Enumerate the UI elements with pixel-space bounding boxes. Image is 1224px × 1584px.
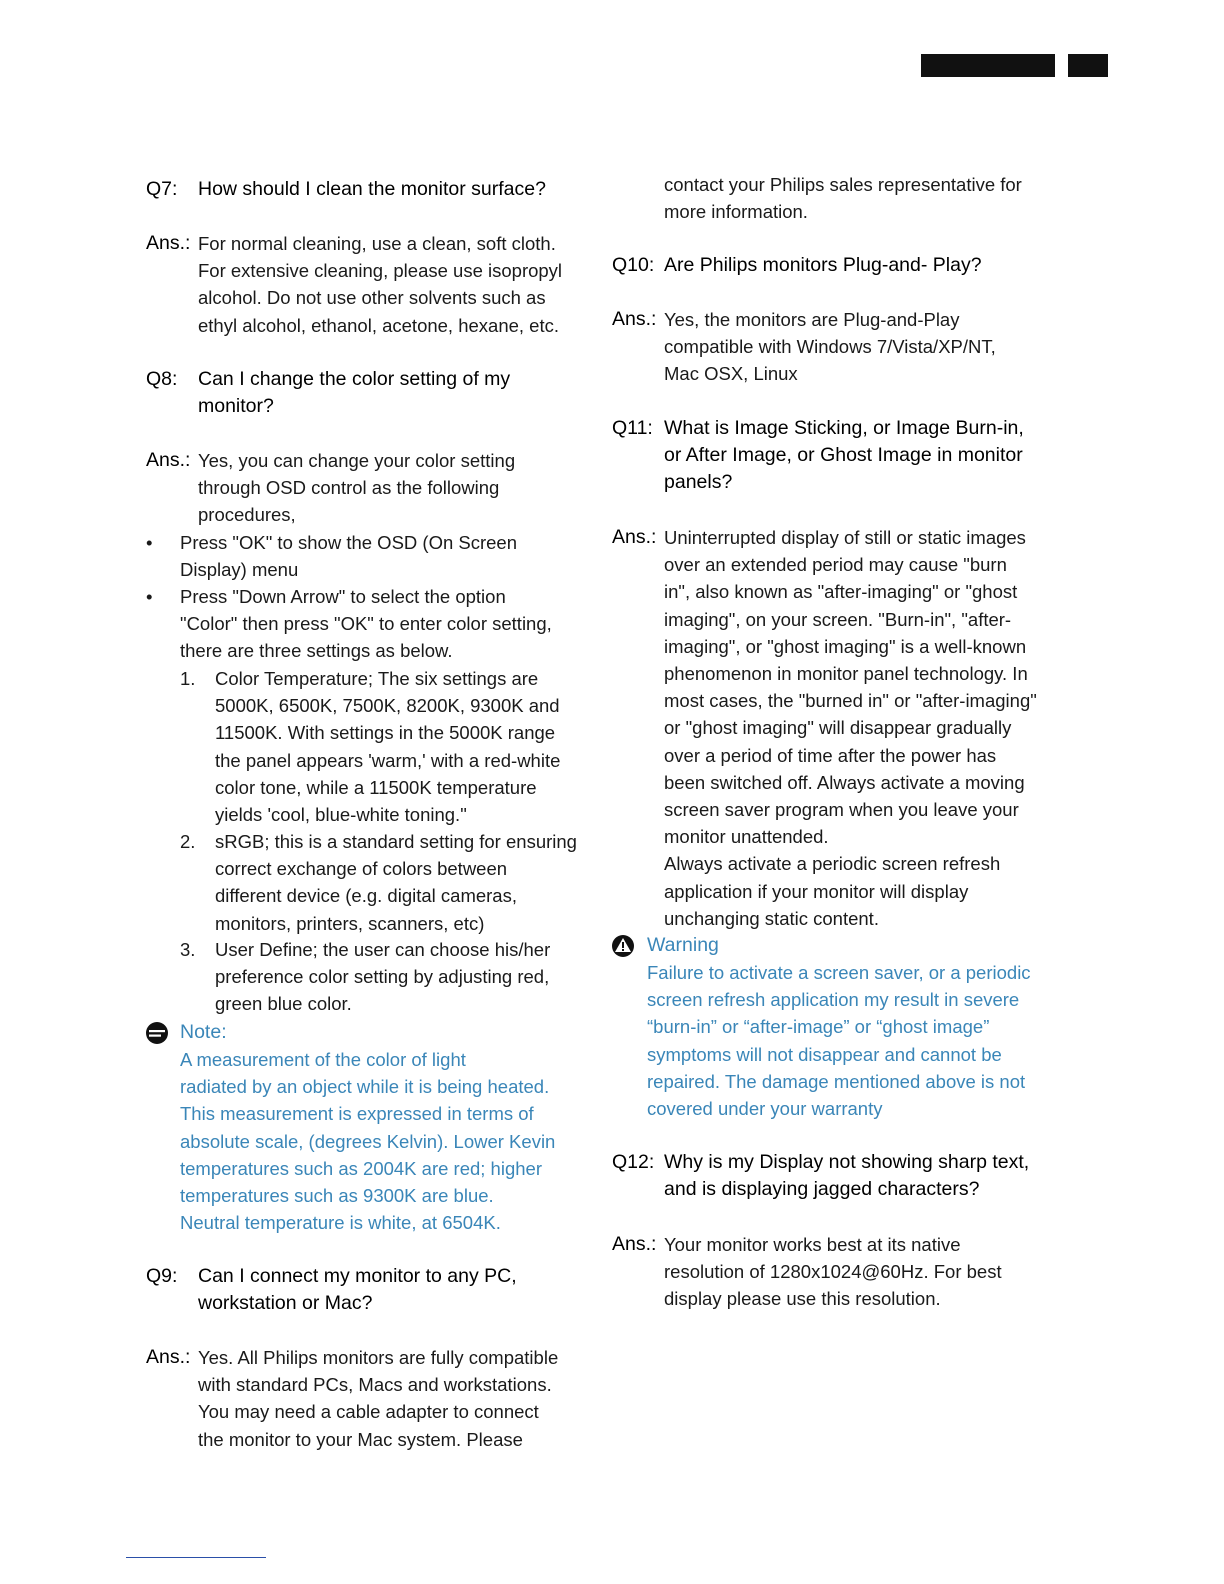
text-line: Your monitor works best at its native	[664, 1234, 961, 1255]
q9-label: Q9:	[146, 1265, 178, 1287]
text-line: monitor?	[198, 395, 274, 418]
q11-question	[664, 415, 1024, 497]
text-line: imaging", or "ghost imaging" is a well-known	[664, 635, 1027, 657]
a8-answer	[198, 447, 515, 529]
q12-label: Q12:	[612, 1151, 655, 1173]
numbered-item	[215, 665, 560, 828]
text-line: Can I change the color setting of my	[198, 368, 511, 390]
text-line: or "ghost imaging" will disappear gradually	[664, 717, 1012, 739]
text-line: correct exchange of colors between	[215, 858, 508, 880]
text-line: How should I clean the monitor surface?	[198, 178, 546, 200]
text-line: over an extended period may cause "burn	[664, 554, 1007, 576]
text-line: Why is my Display not showing sharp text,	[664, 1151, 1030, 1173]
text-line: For normal cleaning, use a clean, soft cloth.	[198, 233, 556, 254]
q7-question	[198, 176, 546, 203]
note-title: Note:	[180, 1021, 227, 1043]
text-line: Yes, you can change your color setting	[198, 450, 516, 471]
text-line: there are three settings as below.	[180, 640, 453, 662]
text-line: Neutral temperature is white, at 6504K.	[180, 1212, 501, 1234]
q7-label: Q7:	[146, 178, 178, 200]
note-icon	[146, 1022, 168, 1044]
q11-label: Q11:	[612, 417, 653, 439]
text-line: procedures,	[198, 504, 296, 526]
text-line: Always activate a periodic screen refresh	[664, 853, 1001, 875]
text-line: monitors, printers, scanners, etc)	[215, 912, 485, 934]
text-line: temperatures such as 9300K are blue.	[180, 1185, 494, 1207]
text-line: What is Image Sticking, or Image Burn-in,	[664, 417, 1024, 439]
text-line: sRGB; this is a standard setting for ensuring	[215, 831, 577, 852]
text-line: radiated by an object while it is being heated.	[180, 1076, 550, 1098]
text-line: green blue color.	[215, 993, 352, 1015]
text-line: “burn-in” or “after-image” or “ghost image”	[647, 1016, 990, 1038]
text-line: with standard PCs, Macs and workstations.	[198, 1374, 552, 1396]
number-marker: 2.	[180, 831, 196, 852]
bullet-marker: •	[146, 532, 153, 553]
a9-answer	[198, 1344, 558, 1453]
text-line: imaging", on your screen. "Burn-in", "after-	[664, 608, 1012, 630]
bullet-item	[180, 529, 517, 583]
note-text	[180, 1046, 555, 1236]
text-line: This measurement is expressed in terms of	[180, 1103, 534, 1125]
text-line: unchanging static content.	[664, 907, 879, 929]
text-line: screen saver program when you leave your	[664, 799, 1019, 821]
text-line: in", also known as "after-imaging" or "ghost	[664, 581, 1018, 603]
text-line: the monitor to your Mac system. Please	[198, 1428, 523, 1450]
text-line: color tone, while a 11500K temperature	[215, 776, 537, 798]
a7-label: Ans.:	[146, 232, 191, 254]
text-line: For extensive cleaning, please use isopropyl	[198, 260, 563, 282]
text-line: Uninterrupted display of still or static images	[664, 527, 1026, 548]
warning-icon	[612, 935, 634, 957]
text-line: Press "Down Arrow" to select the option	[180, 586, 506, 607]
q12-question	[664, 1149, 1029, 1203]
a8-label: Ans.:	[146, 449, 191, 471]
numbered-item	[215, 828, 577, 937]
text-line: over a period of time after the power has	[664, 744, 997, 766]
text-line: through OSD control as the following	[198, 477, 500, 499]
q10-label: Q10:	[612, 254, 655, 276]
text-line: You may need a cable adapter to connect	[198, 1401, 539, 1423]
a12-answer	[664, 1231, 1002, 1313]
bullet-item	[180, 583, 552, 665]
text-line: and is displaying jagged characters?	[664, 1178, 980, 1201]
text-line: 11500K. With settings in the 5000K range	[215, 722, 556, 744]
text-line: Can I connect my monitor to any PC,	[198, 1265, 517, 1287]
text-line: Press "OK" to show the OSD (On Screen	[180, 532, 518, 553]
numbered-item	[215, 936, 550, 1018]
q8-label: Q8:	[146, 368, 178, 390]
text-line: been switched off. Always activate a moving	[664, 771, 1025, 793]
text-line: alcohol. Do not use other solvents such as	[198, 287, 546, 309]
text-line: Display) menu	[180, 559, 299, 581]
q10-question	[664, 252, 982, 279]
text-line: panels?	[664, 471, 733, 494]
text-line: symptoms will not disappear and cannot be	[647, 1043, 1002, 1065]
footer-rule	[126, 1557, 266, 1558]
text-line: User Define; the user can choose his/her	[215, 939, 551, 960]
text-line: contact your Philips sales representative for	[664, 174, 1022, 195]
text-line: Color Temperature; The six settings are	[215, 668, 539, 689]
text-line: workstation or Mac?	[198, 1292, 373, 1315]
q8-question	[198, 366, 510, 420]
text-line: temperatures such as 2004K are red; higher	[180, 1157, 542, 1179]
warning-title: Warning	[647, 934, 719, 956]
text-line: A measurement of the color of light	[180, 1049, 466, 1070]
text-line: Yes, the monitors are Plug-and-Play	[664, 309, 960, 330]
text-line: "Color" then press "OK" to enter color setting,	[180, 613, 552, 635]
text-line: the panel appears 'warm,' with a red-white	[215, 749, 561, 771]
text-line: resolution of 1280x1024@60Hz. For best	[664, 1261, 1002, 1283]
text-line: Failure to activate a screen saver, or a periodic	[647, 962, 1031, 983]
text-line: display please use this resolution.	[664, 1288, 941, 1310]
text-line: screen refresh application my result in severe	[647, 989, 1020, 1011]
text-line: absolute scale, (degrees Kelvin). Lower Kevin	[180, 1130, 556, 1152]
number-marker: 1.	[180, 668, 196, 689]
number-marker: 3.	[180, 939, 196, 960]
text-line: monitor unattended.	[664, 826, 829, 848]
warning-text	[647, 959, 1031, 1122]
a11-label: Ans.:	[612, 526, 657, 548]
a12-label: Ans.:	[612, 1233, 657, 1255]
text-line: ethyl alcohol, ethanol, acetone, hexane, etc.	[198, 314, 560, 336]
text-line: phenomenon in monitor panel technology. In	[664, 663, 1028, 685]
text-line: yields 'cool, blue-white toning."	[215, 804, 467, 826]
text-line: 5000K, 6500K, 7500K, 8200K, 9300K and	[215, 695, 560, 717]
text-line: compatible with Windows 7/Vista/XP/NT,	[664, 336, 996, 358]
a10-label: Ans.:	[612, 308, 657, 330]
header-bar-section	[921, 54, 1055, 77]
text-line: Yes. All Philips monitors are fully compatible	[198, 1347, 559, 1368]
text-line: Mac OSX, Linux	[664, 363, 798, 385]
text-line: or After Image, or Ghost Image in monitor	[664, 444, 1023, 467]
a10-answer	[664, 306, 996, 388]
text-line: preference color setting by adjusting red,	[215, 966, 550, 988]
a11-answer	[664, 524, 1037, 932]
a7-answer	[198, 230, 562, 339]
text-line: repaired. The damage mentioned above is not	[647, 1070, 1026, 1092]
text-line: Are Philips monitors Plug-and- Play?	[664, 254, 982, 276]
bullet-marker: •	[146, 586, 153, 607]
q9-question	[198, 1263, 517, 1317]
text-line: covered under your warranty	[647, 1098, 883, 1120]
text-line: more information.	[664, 201, 808, 223]
a9-answer-continued	[664, 171, 1022, 225]
header-bar-page	[1068, 54, 1108, 77]
text-line: application if your monitor will display	[664, 880, 969, 902]
text-line: most cases, the "burned in" or "after-imaging"	[664, 690, 1037, 712]
a9-label: Ans.:	[146, 1346, 191, 1368]
text-line: different device (e.g. digital cameras,	[215, 885, 517, 907]
